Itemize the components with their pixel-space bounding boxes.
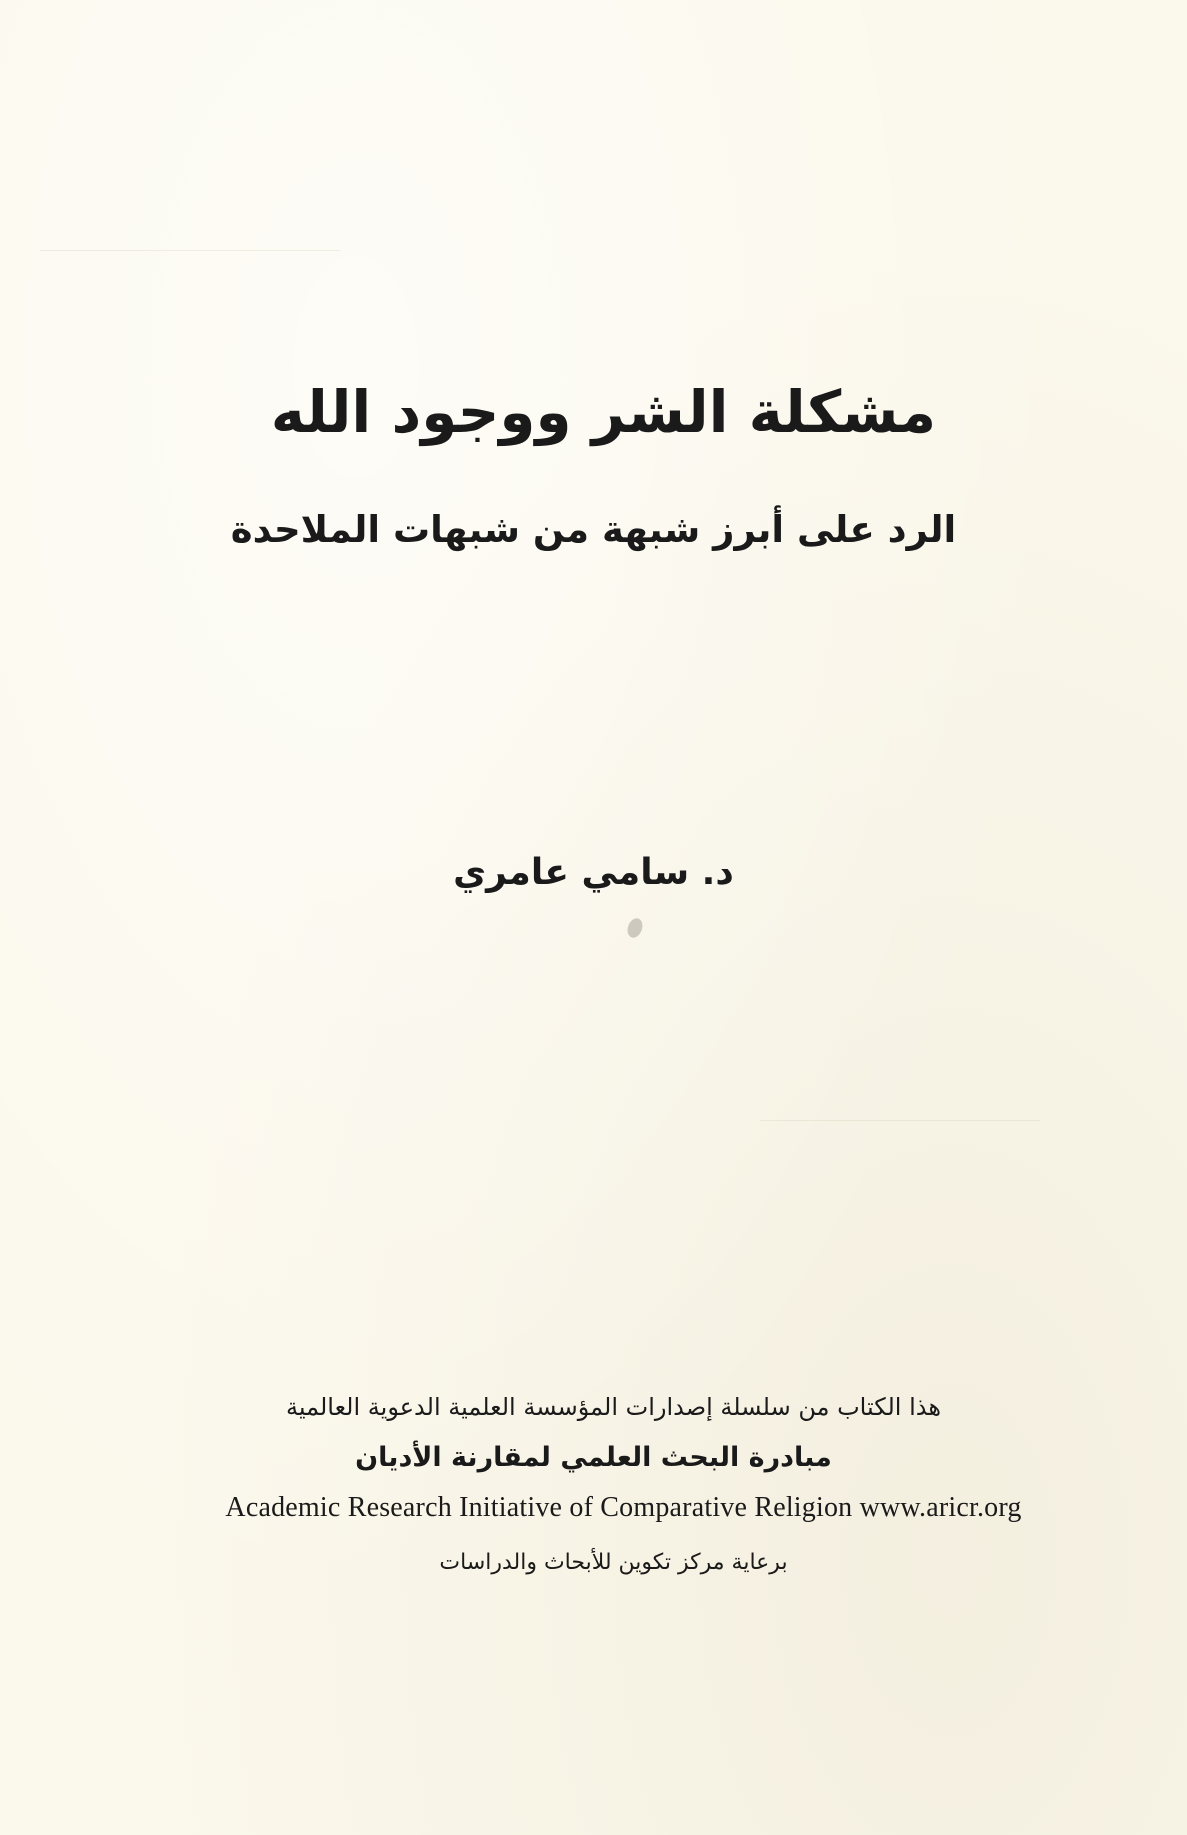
sponsor-note: برعاية مركز تكوين للأبحاث والدراسات xyxy=(439,1550,788,1575)
paper-crease xyxy=(40,250,340,251)
initiative-name-arabic: مبادرة البحث العلمي لمقارنة الأديان xyxy=(355,1442,832,1473)
book-subtitle: الرد على أبرز شبهة من شبهات الملاحدة xyxy=(230,508,957,551)
author-name: د. سامي عامري xyxy=(453,852,734,893)
initiative-name-english: Academic Research Initiative of Comparative Religion www.aricr.org xyxy=(225,1492,1022,1523)
paper-crease xyxy=(760,1120,1040,1121)
ink-smudge xyxy=(625,916,645,940)
series-note: هذا الكتاب من سلسلة إصدارات المؤسسة العلمية الدعوية العالمية xyxy=(285,1393,942,1421)
book-title: مشكلة الشر ووجود الله xyxy=(270,378,937,446)
